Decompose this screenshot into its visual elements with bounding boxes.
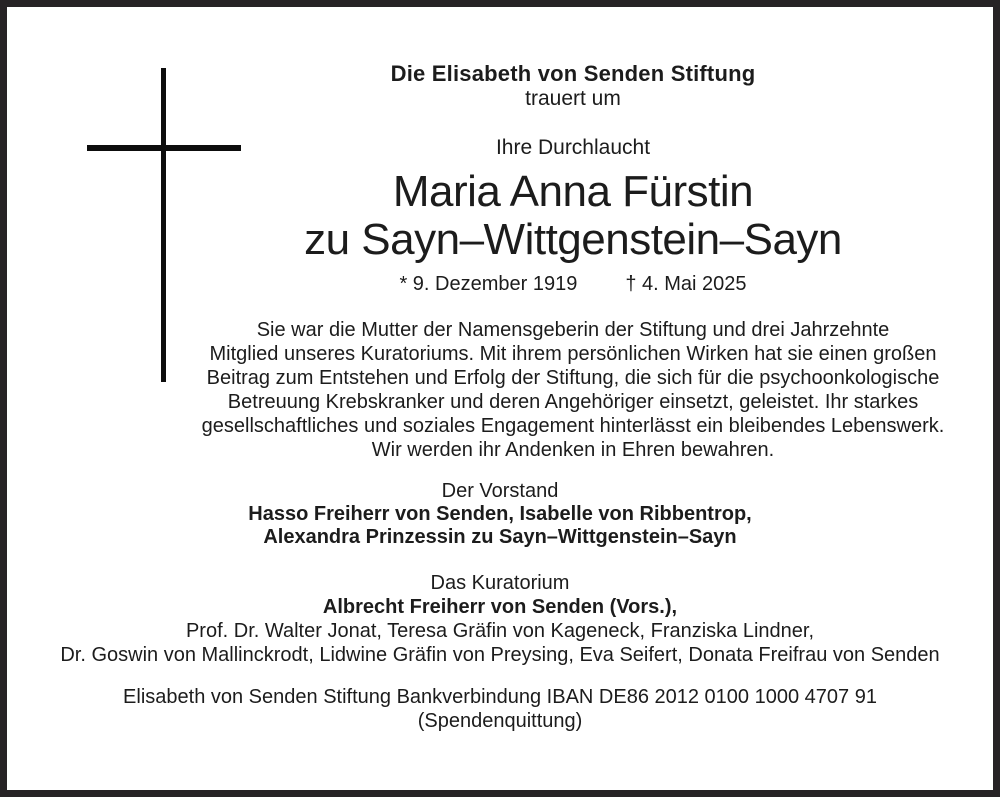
tribute-line: gesellschaftliches und soziales Engagement hinterlässt ein bleibendes Lebenswerk. — [201, 415, 945, 437]
mourning-line: trauert um — [525, 87, 621, 110]
bank-details-line: Elisabeth von Senden Stiftung Bankverbindung IBAN DE86 2012 0100 1000 4707 91 — [123, 686, 877, 708]
death-date: † 4. Mai 2025 — [625, 273, 747, 295]
tribute-paragraph — [154, 318, 992, 462]
notice-header-section — [154, 61, 992, 462]
organization-line: Die Elisabeth von Senden Stiftung — [390, 61, 756, 86]
deceased-name-line1: Maria Anna Fürstin — [392, 167, 754, 216]
deceased-name — [154, 168, 992, 264]
vorstand-members-line: Hasso Freiherr von Senden, Isabelle von Ribbentrop, — [248, 503, 752, 525]
tribute-line: Wir werden ihr Andenken in Ehren bewahren. — [371, 439, 775, 461]
deceased-name-line2: zu Sayn–Wittgenstein–Sayn — [304, 215, 842, 264]
donation-info-group — [8, 685, 992, 733]
kuratorium-members-line: Prof. Dr. Walter Jonat, Teresa Gräfin von Kageneck, Franziska Lindner, — [185, 620, 815, 642]
tribute-line: Sie war die Mutter der Namensgeberin der Stiftung und drei Jahrzehnte — [256, 319, 890, 341]
life-dates — [154, 272, 992, 296]
tribute-line: Mitglied unseres Kuratoriums. Mit ihrem persönlichen Wirken hat sie einen großen — [209, 343, 937, 365]
vorstand-heading: Der Vorstand — [441, 480, 559, 502]
birth-date: * 9. Dezember 1919 — [399, 273, 578, 295]
signatories-section — [8, 480, 992, 733]
kuratorium-chair-line: Albrecht Freiherr von Senden (Vors.), — [322, 596, 678, 618]
tribute-line: Beitrag zum Entstehen und Erfolg der Stiftung, die sich für die psychoonkologische — [206, 367, 940, 389]
vorstand-group — [8, 480, 992, 549]
tribute-line: Betreuung Krebskranker und deren Angehöriger einsetzt, geleistet. Ihr starkes — [227, 391, 919, 413]
honorific-line: Ihre Durchlaucht — [495, 136, 651, 159]
kuratorium-heading: Das Kuratorium — [430, 572, 570, 594]
kuratorium-group — [8, 571, 992, 667]
kuratorium-members-line: Dr. Goswin von Mallinckrodt, Lidwine Gräfin von Preysing, Eva Seifert, Donata Freifrau von Senden — [60, 644, 940, 666]
donation-receipt-line: (Spendenquittung) — [417, 710, 583, 732]
vorstand-members-line: Alexandra Prinzessin zu Sayn–Wittgenstein–Sayn — [263, 526, 737, 548]
